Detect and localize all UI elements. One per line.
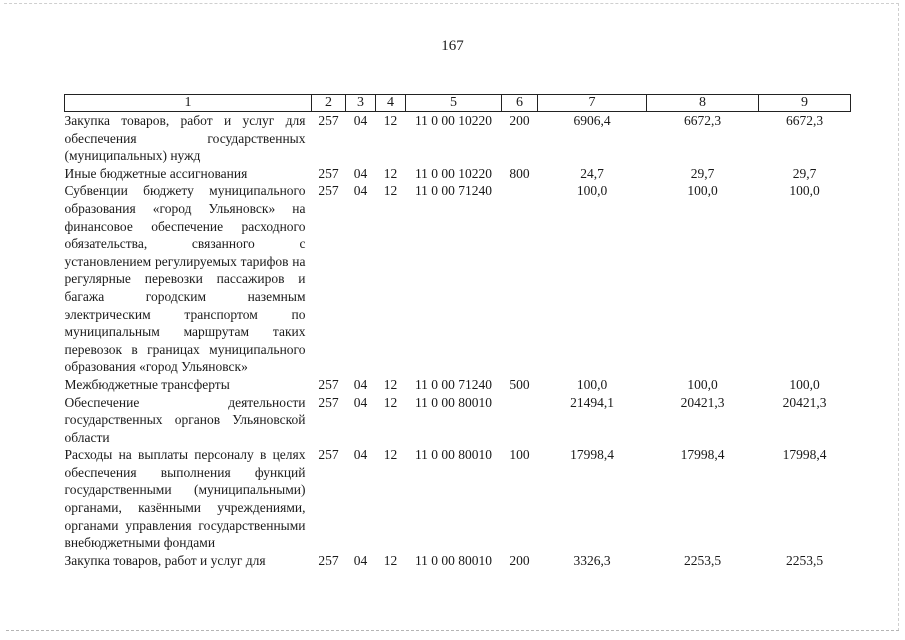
row-chapter: 04: [353, 552, 368, 568]
row-chapter: 04: [353, 376, 368, 392]
row-expense-type: 200: [509, 552, 530, 568]
table-row: [65, 394, 851, 447]
row-expense-type: [502, 182, 538, 376]
row-amount-year-2: 100,0: [687, 183, 718, 199]
scan-edge-top: [4, 3, 899, 4]
row-amount-year-3: 100,0: [789, 183, 820, 199]
table-row: [65, 182, 851, 376]
row-chapter: 04: [353, 165, 368, 181]
row-amount-year-1: 100,0: [576, 376, 608, 392]
row-section: 257: [318, 447, 339, 463]
row-name: Расходы на выплаты персоналу в целях обеспечения выполнения функций государственными (муниципальными) органами, казёнными учреждениями, органами управления государственными внебюджетными фондами: [64, 447, 306, 551]
page-number: 167: [441, 38, 464, 54]
row-amount-year-2: 6672,3: [683, 113, 722, 128]
row-amount-year-2: 17998,4: [680, 447, 725, 463]
row-name: Межбюджетные трансферты: [64, 376, 230, 392]
header-col-8: 8: [647, 95, 759, 112]
row-amount-year-2: 20421,3: [680, 394, 725, 410]
row-target-code: 11 0 00 10220: [414, 113, 493, 128]
row-amount-year-3: 6672,3: [785, 113, 824, 128]
row-amount-year-3: 29,7: [792, 165, 817, 181]
row-amount-year-1: 6906,4: [573, 113, 611, 128]
row-section: 257: [318, 183, 339, 199]
row-subsection: 12: [383, 394, 398, 410]
row-target-code: 11 0 00 10220: [414, 165, 493, 181]
scan-edge-right: [898, 3, 899, 631]
header-col-1: 1: [65, 95, 312, 112]
row-name: Закупка товаров, работ и услуг для: [64, 552, 266, 568]
row-chapter: 04: [353, 394, 368, 410]
scan-edge-bottom: [6, 630, 899, 631]
budget-table: [64, 94, 851, 569]
row-section: 257: [318, 113, 339, 128]
row-section: 257: [318, 376, 339, 392]
row-name: Иные бюджетные ассигнования: [64, 165, 248, 181]
row-amount-year-1: 17998,4: [570, 447, 614, 463]
header-col-9: 9: [759, 95, 851, 112]
header-col-6: 6: [502, 95, 538, 112]
row-section: 257: [318, 165, 339, 181]
row-target-code: 11 0 00 80010: [414, 447, 493, 463]
row-subsection: 12: [383, 113, 398, 128]
row-name: Закупка товаров, работ и услуг для обеспечения государственных (муниципальных) нужд: [64, 113, 306, 164]
row-subsection: 12: [383, 183, 398, 199]
row-amount-year-3: 20421,3: [782, 394, 827, 410]
row-expense-type: 800: [509, 165, 530, 181]
row-target-code: 11 0 00 80010: [414, 552, 493, 568]
table-row: [65, 112, 851, 165]
row-chapter: 04: [353, 113, 368, 128]
row-section: 257: [318, 394, 339, 410]
table-row: [65, 376, 851, 394]
row-section: 257: [318, 552, 339, 568]
row-amount-year-1: 100,0: [576, 183, 608, 199]
header-col-2: 2: [312, 95, 346, 112]
row-expense-type: 500: [509, 376, 530, 392]
table-row: [65, 446, 851, 552]
header-col-7: 7: [538, 95, 647, 112]
row-target-code: 11 0 00 71240: [414, 183, 493, 199]
row-expense-type: [502, 394, 538, 447]
row-expense-type: 200: [509, 113, 530, 128]
header-col-4: 4: [376, 95, 406, 112]
row-target-code: 11 0 00 80010: [414, 394, 493, 410]
row-amount-year-3: 2253,5: [785, 552, 824, 568]
row-amount-year-1: 3326,3: [573, 552, 611, 568]
table-row: [65, 552, 851, 570]
header-col-3: 3: [346, 95, 376, 112]
row-amount-year-2: 29,7: [690, 165, 715, 181]
row-expense-type: 100: [509, 447, 530, 463]
row-name: Субвенции бюджету муниципального образования «город Ульяновск» на финансовое обеспечение расходного обязательства, связанного с установлением регулируемых тарифов на регулярные перевозки пассажиров и багажа городским наземным электрическим транспортом по муниципальным маршрутам таких перевозок в границах муниципального образования «город Ульяновск»: [64, 183, 306, 375]
row-amount-year-3: 17998,4: [782, 447, 827, 463]
row-amount-year-2: 2253,5: [683, 552, 722, 568]
row-amount-year-2: 100,0: [687, 376, 718, 392]
row-name: Обеспечение деятельности государственных органов Ульяновской области: [64, 394, 306, 445]
row-subsection: 12: [383, 165, 398, 181]
row-amount-year-3: 100,0: [789, 376, 820, 392]
row-chapter: 04: [353, 447, 368, 463]
row-chapter: 04: [353, 183, 368, 199]
row-amount-year-1: 21494,1: [570, 394, 614, 410]
row-subsection: 12: [383, 376, 398, 392]
row-target-code: 11 0 00 71240: [414, 376, 493, 392]
header-row: [65, 95, 851, 112]
row-subsection: 12: [383, 552, 398, 568]
header-col-5: 5: [406, 95, 502, 112]
row-subsection: 12: [383, 447, 398, 463]
row-amount-year-1: 24,7: [580, 165, 604, 181]
table-row: [65, 165, 851, 183]
